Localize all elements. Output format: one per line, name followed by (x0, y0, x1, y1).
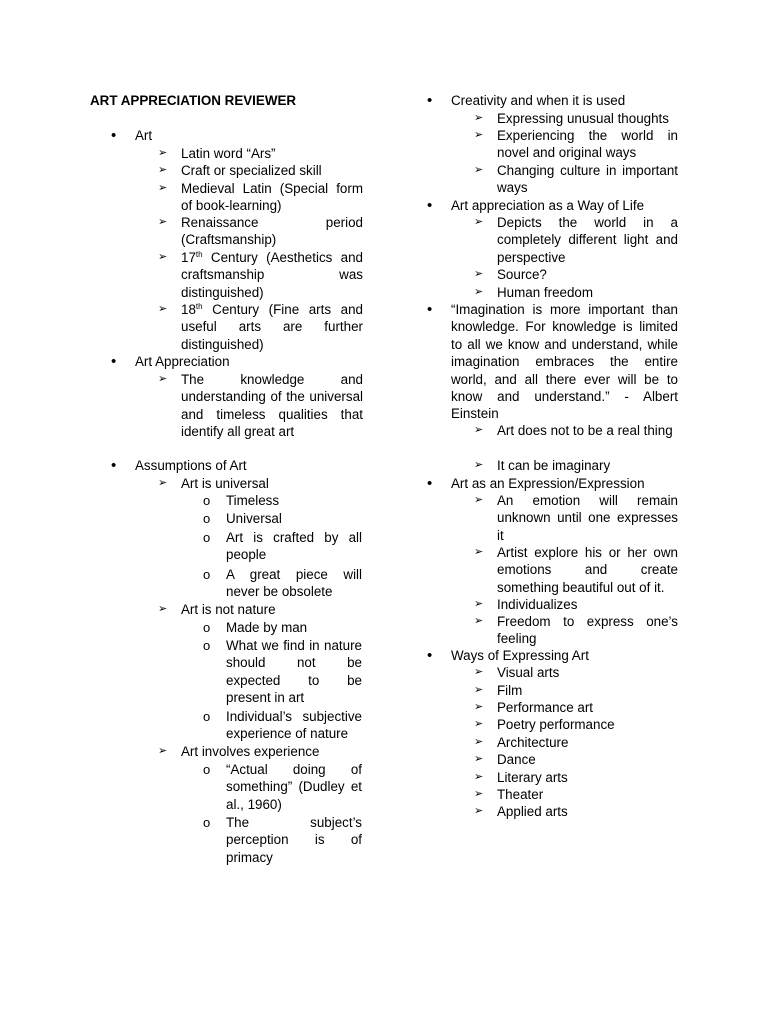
circle-marker: o (203, 709, 211, 724)
list-item: ➢ Medieval Latin (Special form of book-learning) (158, 181, 363, 214)
bullet-art (111, 127, 365, 144)
list-item: ➢ 17th Century (Aesthetics and craftsmanship was distinguished) (158, 250, 363, 300)
list-item: ➢ Individualizes (474, 597, 578, 612)
list-item: ➢ Architecture (474, 735, 569, 750)
list-item: ➢ Film (474, 683, 523, 698)
circle-marker: o (203, 493, 211, 508)
list-item: ➢ Visual arts (474, 665, 560, 680)
list-item: o What we find in nature should not be expected to be present in art (203, 638, 362, 706)
arrow-marker: ➢ (474, 546, 484, 558)
circle-marker: o (203, 511, 211, 526)
list-item: ➢ Depicts the world in a completely different light and perspective (474, 215, 678, 265)
bullet-marker: • (427, 92, 433, 109)
arrow-marker: ➢ (158, 745, 168, 757)
bullet-expression: • Art as an Expression/Expression (427, 475, 645, 492)
arrow-marker: ➢ (474, 129, 484, 141)
list-item: ➢ Artist explore his or her own emotions and create something beautiful out of it. (474, 545, 678, 595)
arrow-marker: ➢ (474, 164, 484, 176)
list-item: o A great piece will never be obsolete (203, 567, 362, 600)
list-item: o Individual’s subjective experience of nature (203, 709, 362, 742)
arrow-marker: ➢ (474, 112, 484, 124)
sub-heading-universal: ➢ Art is universal (158, 476, 269, 491)
arrow-marker: ➢ (158, 303, 168, 315)
sub-heading-not-nature: ➢ Art is not nature (158, 602, 276, 617)
bullet-marker: • (111, 127, 117, 144)
arrow-marker: ➢ (474, 788, 484, 800)
arrow-marker: ➢ (158, 216, 168, 228)
arrow-marker: ➢ (158, 182, 168, 194)
document-title: ART APPRECIATION REVIEWER (90, 93, 297, 108)
arrow-marker: ➢ (474, 598, 484, 610)
list-item: ➢ Art does not to be a real thing (474, 423, 673, 438)
bullet-einstein-quote: • “Imagination is more important than knowledge. For knowledge is limited to all we know and understand, while imagination embraces the entire world, and all there ever will be to know and understand.” - Albert Einstein (427, 301, 678, 422)
list-item: ➢ Poetry performance (474, 717, 615, 732)
list-item: ➢ Renaissance period (Craftsmanship) (158, 215, 363, 248)
bullet-creativity: • Creativity and when it is used (427, 92, 626, 109)
arrow-marker: ➢ (158, 147, 168, 159)
arrow-marker: ➢ (474, 615, 484, 627)
arrow-marker: ➢ (474, 684, 484, 696)
arrow-marker: ➢ (474, 459, 484, 471)
bullet-marker: • (427, 301, 433, 318)
list-item: ➢ Literary arts (474, 770, 568, 785)
bullet-marker: • (111, 457, 117, 474)
sub-heading-experience: ➢ Art involves experience (158, 744, 320, 759)
circle-marker: o (203, 762, 211, 777)
arrow-marker: ➢ (158, 477, 168, 489)
arrow-marker: ➢ (474, 268, 484, 280)
arrow-marker: ➢ (474, 718, 484, 730)
list-item: ➢ Craft or specialized skill (158, 163, 322, 178)
arrow-marker: ➢ (474, 701, 484, 713)
list-item: ➢ Applied arts (474, 804, 568, 819)
circle-marker: o (203, 620, 211, 635)
arrow-marker: ➢ (158, 603, 168, 615)
list-item: o Universal (203, 511, 282, 526)
list-item: ➢ 18th Century (Fine arts and useful arts are further distinguished) (158, 302, 363, 352)
list-item: ➢ Changing culture in important ways (474, 163, 678, 196)
arrow-marker: ➢ (474, 805, 484, 817)
list-item: ➢ Experiencing the world in novel and original ways (474, 128, 678, 161)
bullet-way-of-life: • Art appreciation as a Way of Life (427, 197, 645, 214)
list-item: ➢ The knowledge and understanding of the universal and timeless qualities that identify all great art (158, 372, 363, 440)
list-item: ➢ It can be imaginary (474, 458, 611, 473)
bullet-label: Art (135, 128, 153, 143)
arrow-marker: ➢ (474, 771, 484, 783)
list-item: ➢ An emotion will remain unknown until one expresses it (474, 493, 678, 543)
arrow-marker: ➢ (474, 286, 484, 298)
list-item: o Timeless (203, 493, 280, 508)
circle-marker: o (203, 815, 211, 830)
list-item: ➢ Latin word “Ars” (158, 146, 276, 161)
arrow-marker: ➢ (158, 373, 168, 385)
circle-marker: o (203, 530, 211, 545)
circle-marker: o (203, 567, 211, 582)
bullet-assumptions: • Assumptions of Art (111, 457, 247, 474)
list-item: o Art is crafted by all people (203, 530, 362, 563)
arrow-marker: ➢ (474, 424, 484, 436)
arrow-marker: ➢ (158, 164, 168, 176)
list-item: o The subject’s perception is of primacy (203, 815, 362, 865)
bullet-marker: • (427, 475, 433, 492)
arrow-marker: ➢ (158, 251, 168, 263)
list-item: ➢ Dance (474, 752, 536, 767)
list-item: ➢ Human freedom (474, 285, 594, 300)
list-item: ➢ Source? (474, 267, 547, 282)
list-item: o “Actual doing of something” (Dudley et al., 1960) (203, 762, 362, 812)
arrow-marker: ➢ (474, 753, 484, 765)
bullet-art-appreciation: • Art Appreciation (111, 353, 230, 370)
arrow-marker: ➢ (474, 736, 484, 748)
arrow-marker: ➢ (474, 666, 484, 678)
arrow-marker: ➢ (474, 216, 484, 228)
bullet-ways-of-expressing: • Ways of Expressing Art (427, 647, 589, 664)
list-item: ➢ Theater (474, 787, 544, 802)
list-item: ➢ Performance art (474, 700, 594, 715)
list-item: o Made by man (203, 620, 308, 635)
circle-marker: o (203, 638, 211, 653)
bullet-marker: • (427, 647, 433, 664)
bullet-marker: • (427, 197, 433, 214)
list-item: ➢ Expressing unusual thoughts (474, 111, 669, 126)
bullet-marker: • (111, 353, 117, 370)
list-item: ➢ Freedom to express one’s feeling (474, 614, 678, 647)
arrow-marker: ➢ (474, 494, 484, 506)
